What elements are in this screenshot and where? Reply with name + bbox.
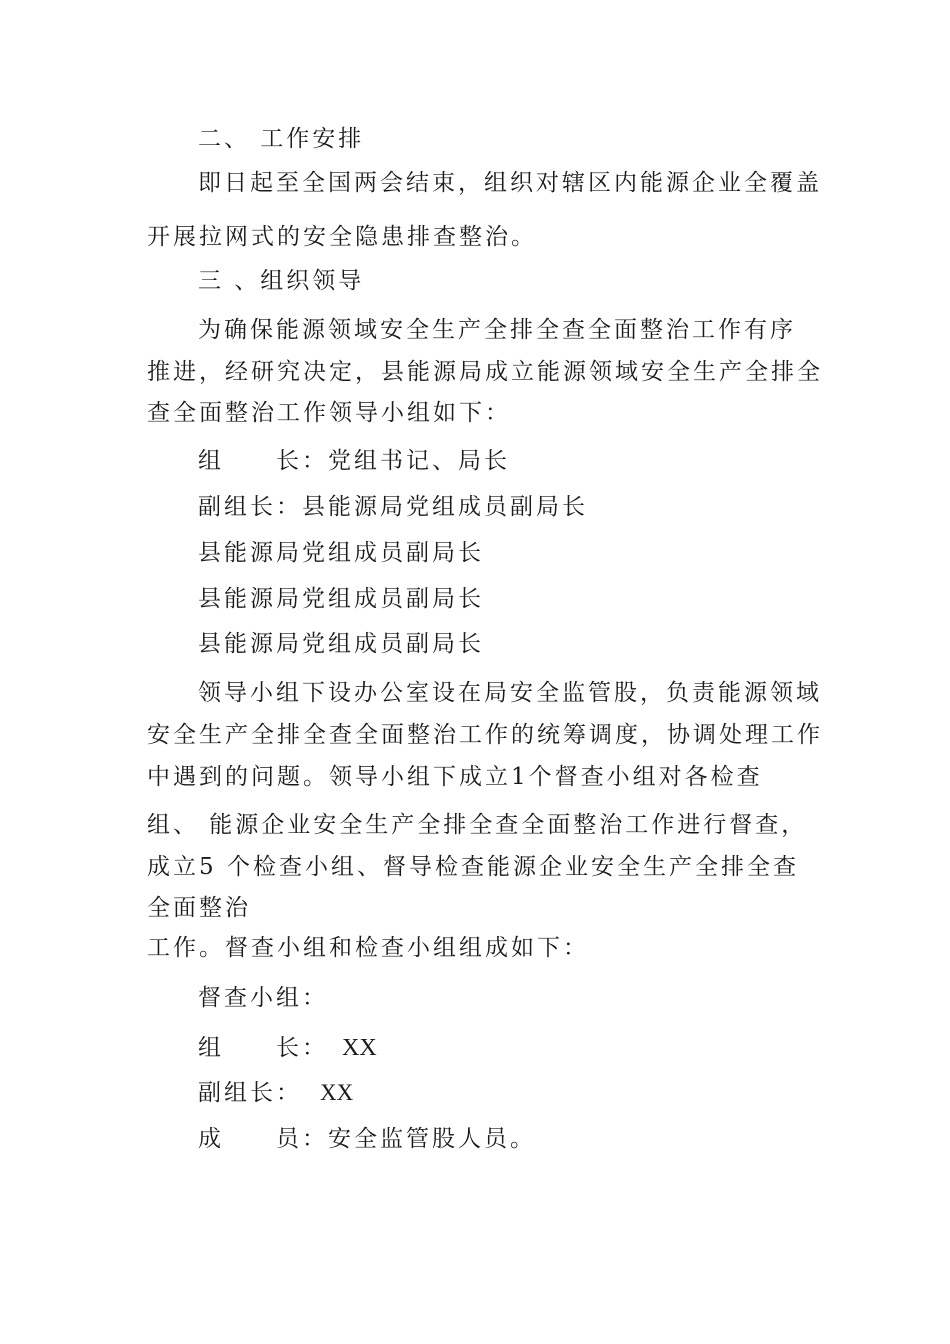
inspection-members-row [198,1124,536,1154]
inspection-leader-label: 组 长： [198,1035,328,1061]
body-line: 查全面整治工作领导小组如下： [147,400,511,426]
inspection-leader-row [198,1033,377,1063]
section-3-heading: 三 、组织领导 [198,268,365,294]
leader-line: 县能源局党组成员副局长 [198,540,484,566]
leader-line: 县能源局党组成员副局长 [198,631,484,657]
section-2-heading: 二、 工作安排 [198,126,365,152]
body-line: 开展拉网式的安全隐患排查整治。 [147,224,537,250]
inspection-deputy-label: 副组长： [198,1080,302,1106]
body-line: 为确保能源领域安全生产全排全查全面整治工作有序 [198,317,796,343]
body-line: 中遇到的问题。领导小组下成立1个督查小组对各检查 [147,764,763,790]
leader-line: 县能源局党组成员副局长 [198,586,484,612]
body-line: 即日起至全国两会结束，组织对辖区内能源企业全覆盖 [198,170,822,196]
body-line: 推进，经研究决定，县能源局成立能源领域安全生产全排全 [147,359,823,385]
inspection-deputy-row [198,1078,353,1108]
inspection-members-value: 安全监管股人员。 [328,1126,536,1152]
inspection-group-title: 督查小组： [198,985,328,1011]
body-line: 安全生产全排全查全面整治工作的统筹调度，协调处理工作 [147,722,823,748]
body-line: 组、 能源企业安全生产全排全查全面整治工作进行督查， [147,812,808,838]
leader-line: 组 长：党组书记、局长 [198,448,510,474]
body-line: 成立5 个检查小组、督导检查能源企业安全生产全排全查 [147,854,799,880]
body-line: 全面整治 [147,895,251,921]
inspection-deputy-value: XX [320,1080,354,1105]
body-line: 领导小组下设办公室设在局安全监管股，负责能源领域 [198,680,822,706]
inspection-leader-value: XX [342,1035,377,1061]
inspection-members-label: 成 员： [198,1126,328,1152]
body-line: 工作。督查小组和检查小组组成如下： [147,935,589,961]
leader-line: 副组长：县能源局党组成员副局长 [198,494,588,520]
